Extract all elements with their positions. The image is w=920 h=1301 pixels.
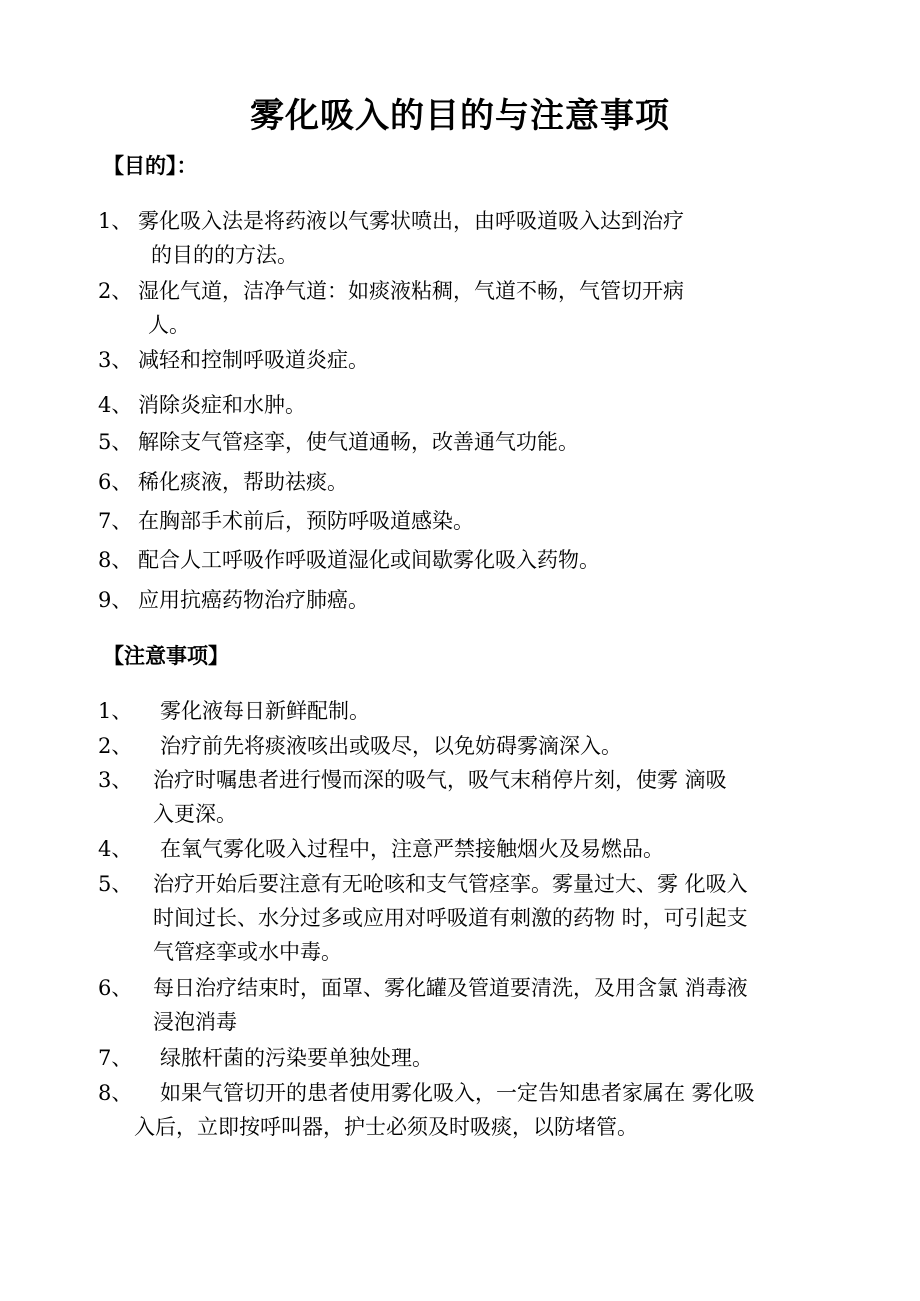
item-text: 治疗前先将痰液咳出或吸尽，以免妨碍雾滴深入。 — [160, 734, 622, 758]
item-text: 雾化液每日新鲜配制。 — [160, 699, 370, 723]
item-text: 治疗开始后要注意有无呛咳和支气管痉挛。雾量过大、雾 化吸入 — [153, 872, 748, 896]
item-text: 雾化吸入法是将药液以气雾状喷出，由呼吸道吸入达到治疗 — [138, 209, 684, 233]
item-text: 稀化痰液，帮助祛痰。 — [138, 470, 348, 494]
item-text: 消除炎症和水肿。 — [138, 393, 306, 417]
item-number: 1、 — [98, 699, 133, 723]
item-text: 在氧气雾化吸入过程中，注意严禁接触烟火及易燃品。 — [160, 837, 664, 861]
item-text-continued: 气管痉挛或水中毒。 — [153, 940, 342, 964]
item-text: 应用抗癌药物治疗肺癌。 — [138, 588, 369, 612]
purpose-item-6 — [98, 465, 838, 499]
item-text-continued: 浸泡消毒 — [153, 1010, 237, 1034]
item-text: 如果气管切开的患者使用雾化吸入，一定告知患者家属在 雾化吸 — [160, 1081, 755, 1105]
item-number: 9、 — [98, 588, 133, 612]
item-number: 3、 — [98, 348, 133, 372]
item-text: 绿脓杆菌的污染要单独处理。 — [160, 1046, 433, 1070]
item-text: 每日治疗结束时，面罩、雾化罐及管道要清洗，及用含氯 消毒液 — [153, 976, 748, 1000]
item-number: 7、 — [98, 1046, 133, 1070]
purpose-item-1 — [98, 204, 838, 272]
item-text-continued: 入后，立即按呼叫器，护士必须及时吸痰，以防堵管。 — [134, 1115, 638, 1139]
item-number: 1、 — [98, 209, 133, 233]
page-title: 雾化吸入的目的与注意事项 — [250, 96, 670, 136]
purpose-item-3 — [98, 343, 838, 377]
item-text-continued: 入更深。 — [153, 802, 237, 826]
item-text: 湿化气道，洁净气道：如痰液粘稠，气道不畅，气管切开病 — [138, 279, 684, 303]
item-text-continued: 时间过长、水分过多或应用对呼吸道有刺激的药物 时，可引起支 — [153, 906, 748, 930]
item-number: 5、 — [98, 872, 133, 896]
purpose-item-7 — [98, 504, 838, 538]
item-number: 3、 — [98, 768, 133, 792]
notes-item-6 — [98, 971, 838, 1039]
purpose-item-8 — [98, 543, 838, 577]
notes-item-4 — [98, 832, 838, 866]
item-number: 6、 — [98, 976, 133, 1000]
item-number: 4、 — [98, 393, 133, 417]
purpose-item-2 — [98, 274, 838, 342]
item-text: 治疗时嘱患者进行慢而深的吸气，吸气末稍停片刻，使雾 滴吸 — [153, 768, 727, 792]
item-text: 减轻和控制呼吸道炎症。 — [138, 348, 369, 372]
item-number: 2、 — [98, 279, 133, 303]
item-text: 配合人工呼吸作呼吸道湿化或间歇雾化吸入药物。 — [138, 548, 600, 572]
item-number: 8、 — [98, 548, 133, 572]
purpose-item-4 — [98, 388, 838, 422]
item-text-continued: 人。 — [148, 313, 190, 337]
purpose-heading: 【目的】： — [103, 154, 198, 178]
notes-item-1 — [98, 694, 838, 728]
notes-heading: 【注意事项】 — [103, 644, 229, 668]
item-text: 在胸部手术前后，预防呼吸道感染。 — [138, 509, 474, 533]
purpose-item-5 — [98, 425, 838, 459]
notes-item-5 — [98, 867, 838, 969]
item-number: 6、 — [98, 470, 133, 494]
item-number: 5、 — [98, 430, 133, 454]
item-text-continued: 的目的的方法。 — [151, 243, 298, 267]
item-number: 8、 — [98, 1081, 133, 1105]
item-number: 2、 — [98, 734, 133, 758]
purpose-item-9 — [98, 583, 838, 617]
notes-item-3 — [98, 763, 838, 831]
notes-item-2 — [98, 729, 838, 763]
item-number: 4、 — [98, 837, 133, 861]
notes-item-8 — [98, 1076, 838, 1144]
item-number: 7、 — [98, 509, 133, 533]
item-text: 解除支气管痉挛，使气道通畅，改善通气功能。 — [138, 430, 579, 454]
notes-item-7 — [98, 1041, 838, 1075]
